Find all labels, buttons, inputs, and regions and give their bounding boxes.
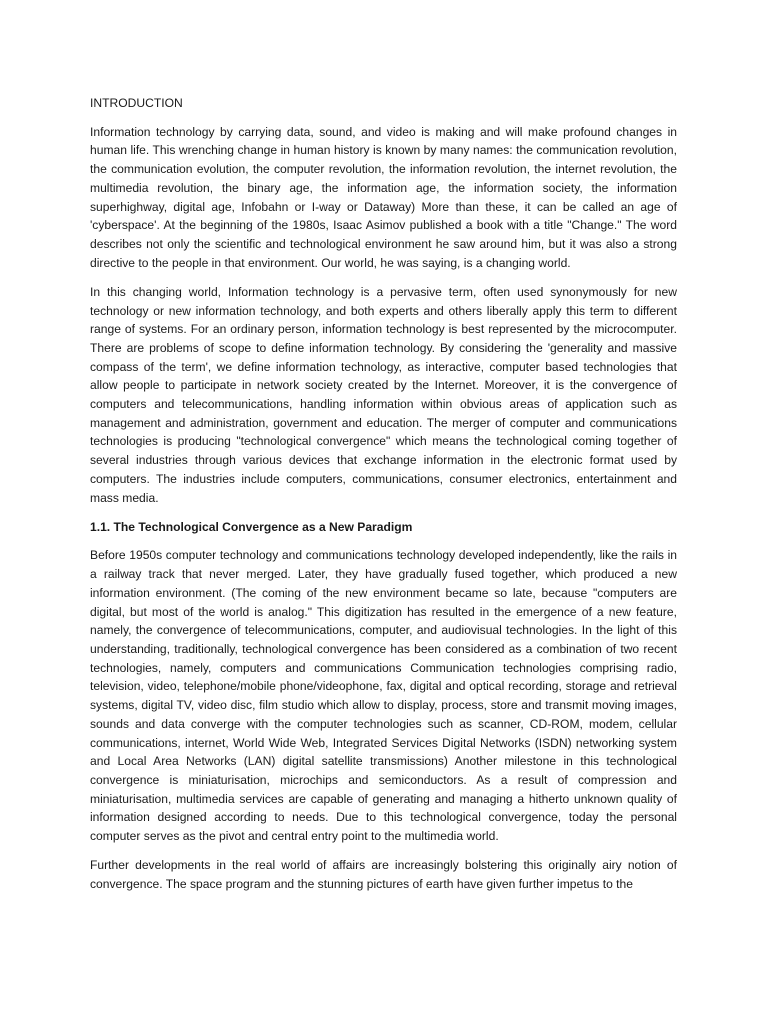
paragraph-section-1: Before 1950s computer technology and communications technology developed independently, like the rails in a railway track that never merged. Later, they have gradually fused together, which produced a new information environment. (The coming of the new environment became so late, because "computers are digital, but most of the world is analog." This digitization has resulted in the emergence of a new feature, namely, the convergence of telecommunications, computer, and audiovisual technologies. In the light of this understanding, traditionally, technological convergence has been considered as a combination of two recent technologies, namely, computers and communications Communication technologies comprising radio, television, video, telephone/mobile phone/videophone, fax, digital and optical recording, storage and retrieval systems, digital TV, video disc, film studio which allow to display, process, store and transmit moving images, sounds and data converge with the computer technologies such as scanner, CD-ROM, modem, cellular communications, internet, World Wide Web, Integrated Services Digital Networks (ISDN) networking system and Local Area Networks (LAN) digital satellite transmissions) Another milestone in this technological convergence is miniaturisation, microchips and semiconductors. As a result of compression and miniaturisation, multimedia services are capable of generating and managing a hitherto unknown quality of information designed according to needs. Due to this technological convergence, today the personal computer serves as the pivot and central entry point to the multimedia world.	[90, 548, 677, 844]
document-heading: INTRODUCTION	[90, 96, 183, 110]
paragraph-intro-2: In this changing world, Information technology is a pervasive term, often used synonymously for new technology or new information technology, and both experts and others liberally apply this term to different range of systems. For an ordinary person, information technology is best represented by the microcomputer. There are problems of scope to define information technology. By considering the 'generality and massive compass of the term', we define information technology, as interactive, computer based technologies that allow people to participate in network society created by the Internet. Moreover, it is the convergence of computers and telecommunications, handling information within obvious areas of application such as management and administration, government and education. The merger of computer and communications technologies is producing "technological convergence" which means the technological coming together of several industries through various devices that exchange information in the electronic format used by computers. The industries include computers, communications, consumer electronics, entertainment and mass media.	[90, 284, 677, 505]
document-page	[90, 94, 677, 904]
section-title: 1.1. The Technological Convergence as a New Paradigm	[90, 519, 413, 534]
paragraph-section-2: Further developments in the real world of affairs are increasingly bolstering this originally airy notion of convergence. The space program and the stunning pictures of earth have given further impetus to the	[90, 858, 677, 891]
paragraph-intro-1: Information technology by carrying data, sound, and video is making and will make profound changes in human life. This wrenching change in human history is known by many names: the communication revolution, the communication evolution, the computer revolution, the information revolution, the internet revolution, the multimedia revolution, the binary age, the information age, the information society, the information superhighway, digital age, Infobahn or I-way or Dataway) More than these, it can be called an age of 'cyberspace'. At the beginning of the 1980s, Isaac Asimov published a book with a title "Change." The word describes not only the scientific and technological environment he saw around him, but it was also a strong directive to the people in that environment. Our world, he was saying, is a changing world.	[90, 124, 677, 270]
